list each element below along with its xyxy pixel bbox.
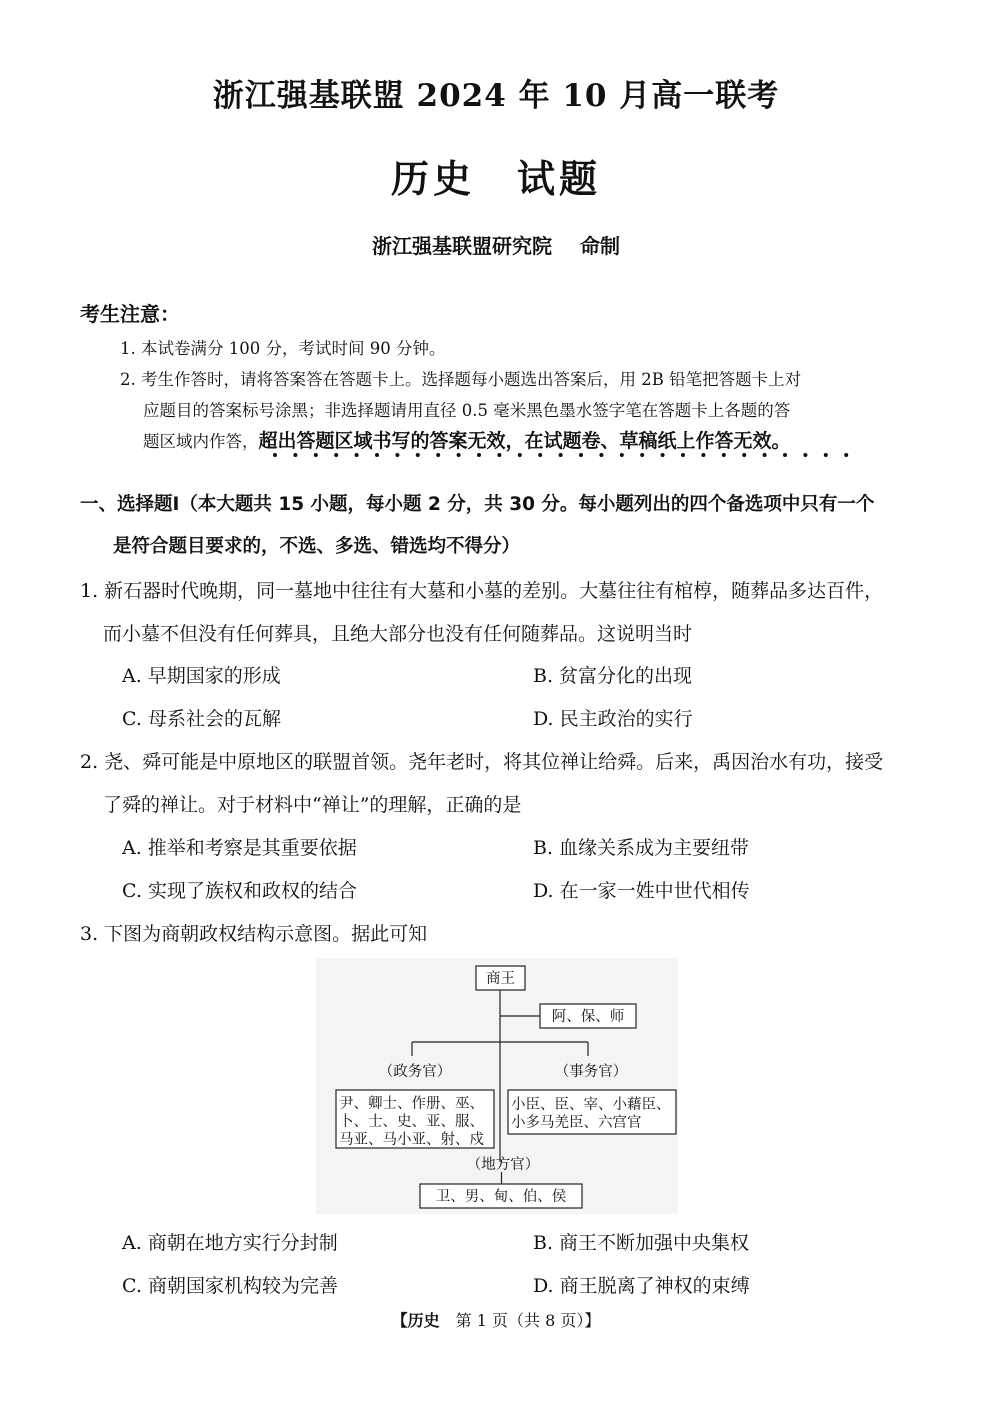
q3-option-b: B. 商王不断加强中央集权 (533, 1232, 750, 1254)
author-suffix: 命制 (580, 234, 620, 258)
q2-option-d: D. 在一家一姓中世代相传 (533, 880, 750, 902)
affairs-officials-line-2: 小多马羌臣、六宫官 (511, 1115, 642, 1131)
local-connector (500, 1172, 504, 1184)
subject-title: 历史 试题 (390, 156, 601, 201)
shang-power-structure-diagram (316, 958, 678, 1214)
local-category-label: （地方官） (466, 1157, 540, 1173)
notice-plain-text: 题区域内作答， (143, 432, 259, 451)
notice-emphasis-text: 超出答题区域书写的答案无效，在试题卷、草稿纸上作答无效。 (258, 430, 791, 452)
local-officials-label: 卫、男、甸、伯、侯 (435, 1189, 567, 1205)
footer-subject: 【历史 (391, 1311, 440, 1330)
q1-option-c: C. 母系社会的瓦解 (122, 708, 281, 730)
advisors-label: 阿、保、师 (551, 1009, 625, 1025)
question-2-line-2: 了舜的禅让。对于材料中“禅让”的理解，正确的是 (103, 794, 522, 816)
q1-option-b: B. 贫富分化的出现 (533, 665, 693, 687)
king-label: 商王 (486, 971, 515, 987)
section-heading-line-2: 是符合题目要求的，不选、多选、错选均不得分） (113, 536, 521, 557)
exam-title: 浙江强基联盟 2024 年 10 月高一联考 (212, 78, 780, 114)
notice-item-1: 1. 本试卷满分 100 分，考试时间 90 分钟。 (120, 339, 446, 358)
q1-option-d: D. 民主政治的实行 (533, 708, 693, 730)
author-name: 浙江强基联盟研究院 (372, 234, 552, 258)
question-2-line-1: 2. 尧、舜可能是中原地区的联盟首领。尧年老时，将其位禅让给舜。后来，禹因治水有功，接受 (80, 751, 884, 773)
notice-item-2-line-1: 2. 考生作答时，请将答案答在答题卡上。选择题每小题选出答案后，用 2B 铅笔把答题卡上对 (120, 370, 802, 389)
question-3-line-1: 3. 下图为商朝政权结构示意图。据此可知 (80, 923, 428, 945)
q3-option-c: C. 商朝国家机构较为完善 (122, 1275, 338, 1297)
author-line (0, 230, 992, 259)
page-footer (0, 1308, 992, 1331)
political-category-label: （政务官） (378, 1064, 452, 1080)
political-officials-line-3: 马亚、马小亚、射、戍 (339, 1132, 484, 1148)
question-1-line-1: 1. 新石器时代晚期，同一墓地中往往有大墓和小墓的差别。大墓往往有棺椁，随葬品多达百件， (80, 580, 884, 602)
q2-option-a: A. 推举和考察是其重要依据 (122, 837, 357, 859)
affairs-officials-line-1: 小臣、臣、宰、小藉臣、 (511, 1097, 671, 1113)
affairs-category-label: （事务官） (554, 1064, 628, 1080)
q2-option-c: C. 实现了族权和政权的结合 (122, 880, 357, 902)
emphasis-dots (270, 450, 870, 460)
section-heading-line-1: 一、选择题Ⅰ（本大题共 15 小题，每小题 2 分，共 30 分。每小题列出的四个备选项中只有一个 (80, 494, 875, 515)
q1-option-a: A. 早期国家的形成 (122, 665, 281, 687)
question-1-line-2: 而小墓不但没有任何葬具，且绝大部分也没有任何随葬品。这说明当时 (103, 623, 693, 645)
political-officials-line-2: 卜、士、史、亚、服、 (339, 1114, 484, 1130)
notice-heading: 考生注意： (80, 302, 180, 326)
political-officials-line-1: 尹、卿士、作册、巫、 (339, 1096, 484, 1112)
notice-item-2-line-3 (143, 426, 791, 453)
q2-option-b: B. 血缘关系成为主要纽带 (533, 837, 750, 859)
notice-item-2-line-2: 应题目的答案标号涂黑；非选择题请用直径 0.5 毫米黑色墨水签字笔在答题卡上各题的答 (143, 401, 791, 420)
q3-option-d: D. 商王脱离了神权的束缚 (533, 1275, 750, 1297)
footer-page-number: 第 1 页（共 8 页）】 (455, 1311, 601, 1330)
q3-option-a: A. 商朝在地方实行分封制 (122, 1232, 338, 1254)
diagram-background (316, 958, 678, 1214)
